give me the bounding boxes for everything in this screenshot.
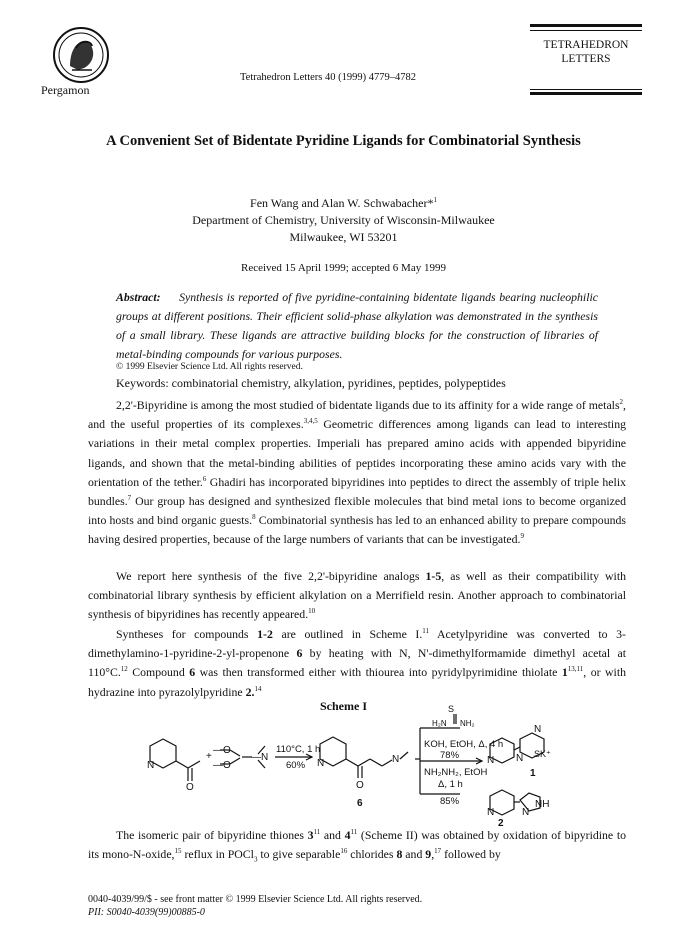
p2-compounds: 1-5	[425, 569, 442, 583]
svg-text:SK⁺: SK⁺	[534, 749, 551, 759]
author-footnote: 1	[433, 196, 437, 204]
journal-name	[530, 38, 642, 66]
p3-text-a: Syntheses for compounds	[116, 627, 258, 641]
p3-text-b: are outlined in Scheme I.	[272, 627, 423, 641]
p1-text-b: , and the useful properties of its complexes.	[88, 398, 626, 432]
p3-compounds: 1-2	[257, 627, 273, 641]
p4-compound-8: 8	[396, 847, 403, 862]
body-paragraph-1	[88, 396, 626, 550]
author-names: Fen Wang and Alan W. Schwabacher*	[250, 196, 434, 210]
abstract-copyright: © 1999 Elsevier Science Ltd. All rights reserved.	[116, 362, 303, 372]
p2-text-a: We report here synthesis of the five 2,2'-bipyridine analogs	[116, 569, 426, 583]
cond3-line1: NH₂NH₂, EtOH	[424, 767, 488, 778]
svg-text:S: S	[448, 704, 455, 714]
authors	[0, 196, 687, 211]
affiliation-department: Department of Chemistry, University of Wisconsin-Milwaukee	[192, 213, 495, 227]
svg-text:N: N	[534, 724, 542, 735]
p4-text-a: The isomeric pair of bipyridine thiones	[116, 828, 308, 842]
label-compound-2: 2	[498, 818, 504, 829]
p4-compound-9: 9	[425, 847, 432, 862]
citation-line: Tetrahedron Letters 40 (1999) 4779–4782	[240, 72, 416, 83]
p1-text-f: Combinatorial synthesis has led to an enhanced ability to prepare compounds having desired properties, because of the large numbers of variants that can be investigated.	[88, 513, 626, 547]
p4-text-c: (Scheme II) was obtained by oxidation of bipyridine to its mono-N-oxide,	[88, 828, 626, 862]
svg-text:O: O	[186, 782, 194, 793]
p3-text-e: Compound	[127, 665, 190, 680]
footer-line1: 0040-4039/99/$ - see front matter © 1999 Elsevier Science Ltd. All rights reserved.	[88, 894, 423, 905]
svg-text:N: N	[487, 807, 495, 818]
ref-12: 12	[120, 665, 128, 674]
p3-compound-6: 6	[296, 646, 303, 661]
p3-text-c: Acetylpyridine was converted to 3-dimethylamino-1-pyridine-2-yl-propenone	[88, 627, 626, 661]
cond2-line1: KOH, EtOH, Δ, 4 h	[424, 739, 504, 750]
label-compound-1: 1	[530, 768, 536, 779]
svg-text:O: O	[356, 780, 364, 791]
svg-text:N: N	[516, 753, 524, 764]
ref-9: 9	[520, 532, 525, 541]
header-rule-top-thin	[530, 30, 642, 31]
ref-6: 6	[202, 474, 207, 483]
ref-10: 10	[308, 607, 316, 616]
p4-text-d: reflux in POCl	[181, 847, 254, 862]
p1-text-c: Geometric differences among ligands can lead to interesting variations in their metal complex properties. Imperiali has prepared amino acids with appended bipyridine ligands, and shown that the metal-binding abilities of peptides incorporating these amino acids vary with the orientation of the tether.	[88, 417, 626, 489]
svg-text:NH: NH	[535, 799, 550, 810]
body-paragraph-4: The isomeric pair of bipyridine thiones $3^{11}$ and $4^{11}$ (Scheme II) was obtained by oxidation of bipyridine to its mono-N-oxide,$^{15}$ reflux in POCl$_3$ to give separable$^{16}$ chlorides 8 and 9,17 followed by	[88, 828, 626, 864]
p2-text-b: , as well as their compatibility with combinatorial library synthesis by efficient alkylation on a Merrifield resin. Another approach to combinatorial synthesis of bipyridines has recently appeared.	[88, 569, 626, 622]
p1-text-a: 2,2'-Bipyridine is among the most studied of bidentate ligands due to its affinity for a wide range of metals	[116, 398, 620, 412]
p3-compound-1: 1	[561, 665, 568, 680]
p4-text-e: to give separable	[257, 847, 341, 862]
svg-text:N: N	[317, 758, 325, 769]
ref-16: 16	[340, 847, 348, 856]
ref-2: 2	[619, 398, 624, 407]
ref-13-11: 13,11	[567, 665, 584, 674]
cond3-line2: Δ, 1 h	[438, 779, 463, 790]
svg-text:N: N	[147, 760, 155, 771]
p3-compound-6b: 6	[189, 665, 196, 680]
received-dates: Received 15 April 1999; accepted 6 May 1999	[241, 262, 446, 274]
cond3-line3: 85%	[440, 796, 460, 807]
abstract-label: Abstract:	[116, 290, 161, 304]
ref-8: 8	[252, 513, 256, 522]
ref-7: 7	[127, 494, 132, 503]
header-rule-bottom	[530, 92, 642, 95]
p4-text-g: followed by	[441, 847, 501, 862]
ref-11a: 11	[313, 828, 321, 837]
svg-text:—O: —O	[213, 760, 231, 771]
p3-text-g: , or with hydrazine into pyrazolylpyridine	[88, 665, 626, 699]
cond1-top: 110°C, 1 h	[276, 744, 321, 755]
p3-text-f: was then transformed either with thiourea into pyridylpyrimidine thiolate	[195, 665, 562, 680]
p3-compound-2: 2	[245, 684, 252, 699]
svg-text:+: +	[206, 751, 212, 762]
ref-3-4-5: 3,4,5	[303, 417, 318, 426]
ref-15: 15	[174, 847, 182, 856]
p1-text-e: Our group has designed and synthesized flexible molecules that bind metal ions to become organized into hosts and bind organic guests.	[88, 494, 626, 528]
ref-11b: 11	[350, 828, 358, 837]
svg-text:N: N	[487, 755, 495, 766]
label-compound-6: 6	[357, 798, 363, 809]
p1-text-d: Ghadiri has incorporated bipyridines into peptides to direct the assembly of triple helix bundles.	[88, 474, 627, 509]
p4-text-f: chlorides	[347, 847, 397, 862]
cond1-bottom: 60%	[286, 760, 306, 771]
publisher-logo	[52, 26, 110, 84]
cond2-line2: 78%	[440, 750, 460, 761]
article-title: A Convenient Set of Bidentate Pyridine Ligands for Combinatorial Synthesis	[106, 133, 581, 149]
header-rule-bottom-thin	[530, 89, 642, 90]
abstract-text: Synthesis is reported of five pyridine-containing bidentate ligands bearing nucleophilic groups at different positions. Their efficient solid-phase alkylation was demonstrated in the synthesis of a small library. These ligands are attractive building blocks for the construction of libraries of metal-binding compounds for various purposes.	[116, 290, 599, 361]
ref-17: 17	[434, 847, 442, 856]
p4-compound-4: 4	[344, 828, 351, 842]
journal-name-line1: TETRAHEDRON	[543, 39, 629, 51]
svg-text:H₂N: H₂N	[432, 719, 447, 728]
scheme-title: Scheme I	[320, 699, 367, 713]
footer-line2: PII: S0040-4039(99)00885-0	[88, 907, 205, 918]
affiliation-city: Milwaukee, WI 53201	[289, 230, 398, 244]
ref-14: 14	[254, 684, 262, 693]
svg-text:N: N	[522, 807, 530, 818]
svg-text:—O: —O	[213, 745, 231, 756]
svg-text:—N: —N	[251, 752, 269, 763]
p3-text-d: by heating with N, N'-dimethylformamide dimethyl acetal at 110°C.	[88, 646, 626, 680]
svg-text:NH₂: NH₂	[460, 719, 475, 728]
keywords: Keywords: combinatorial chemistry, alkylation, pyridines, peptides, polypeptides	[116, 376, 506, 390]
svg-text:N: N	[392, 754, 400, 765]
p4-compound-3: 3	[307, 828, 314, 842]
publisher-name: Pergamon	[41, 83, 90, 97]
ref-11: 11	[422, 627, 430, 636]
journal-name-line2: LETTERS	[561, 53, 611, 65]
body-paragraph-2	[88, 567, 626, 625]
abstract	[116, 288, 598, 364]
header-rule-top	[530, 24, 642, 27]
body-paragraph-3: Syntheses for compounds 1-2 are outlined in Scheme I.$^{11}$ Acetylpyridine was converted to 3-dimethylamino-1-pyridine-2-yl-propenone 6 by heating with N, N'-dimethylformamide dimethyl acetal at 110°C.$^{12}$ Compound 6 was then transformed either with thiourea into pyridylpyrimidine thiolate 1$^{13,11}$, or with hydrazine into pyrazolylpyridine 2.14	[88, 627, 626, 699]
footer	[88, 893, 422, 919]
